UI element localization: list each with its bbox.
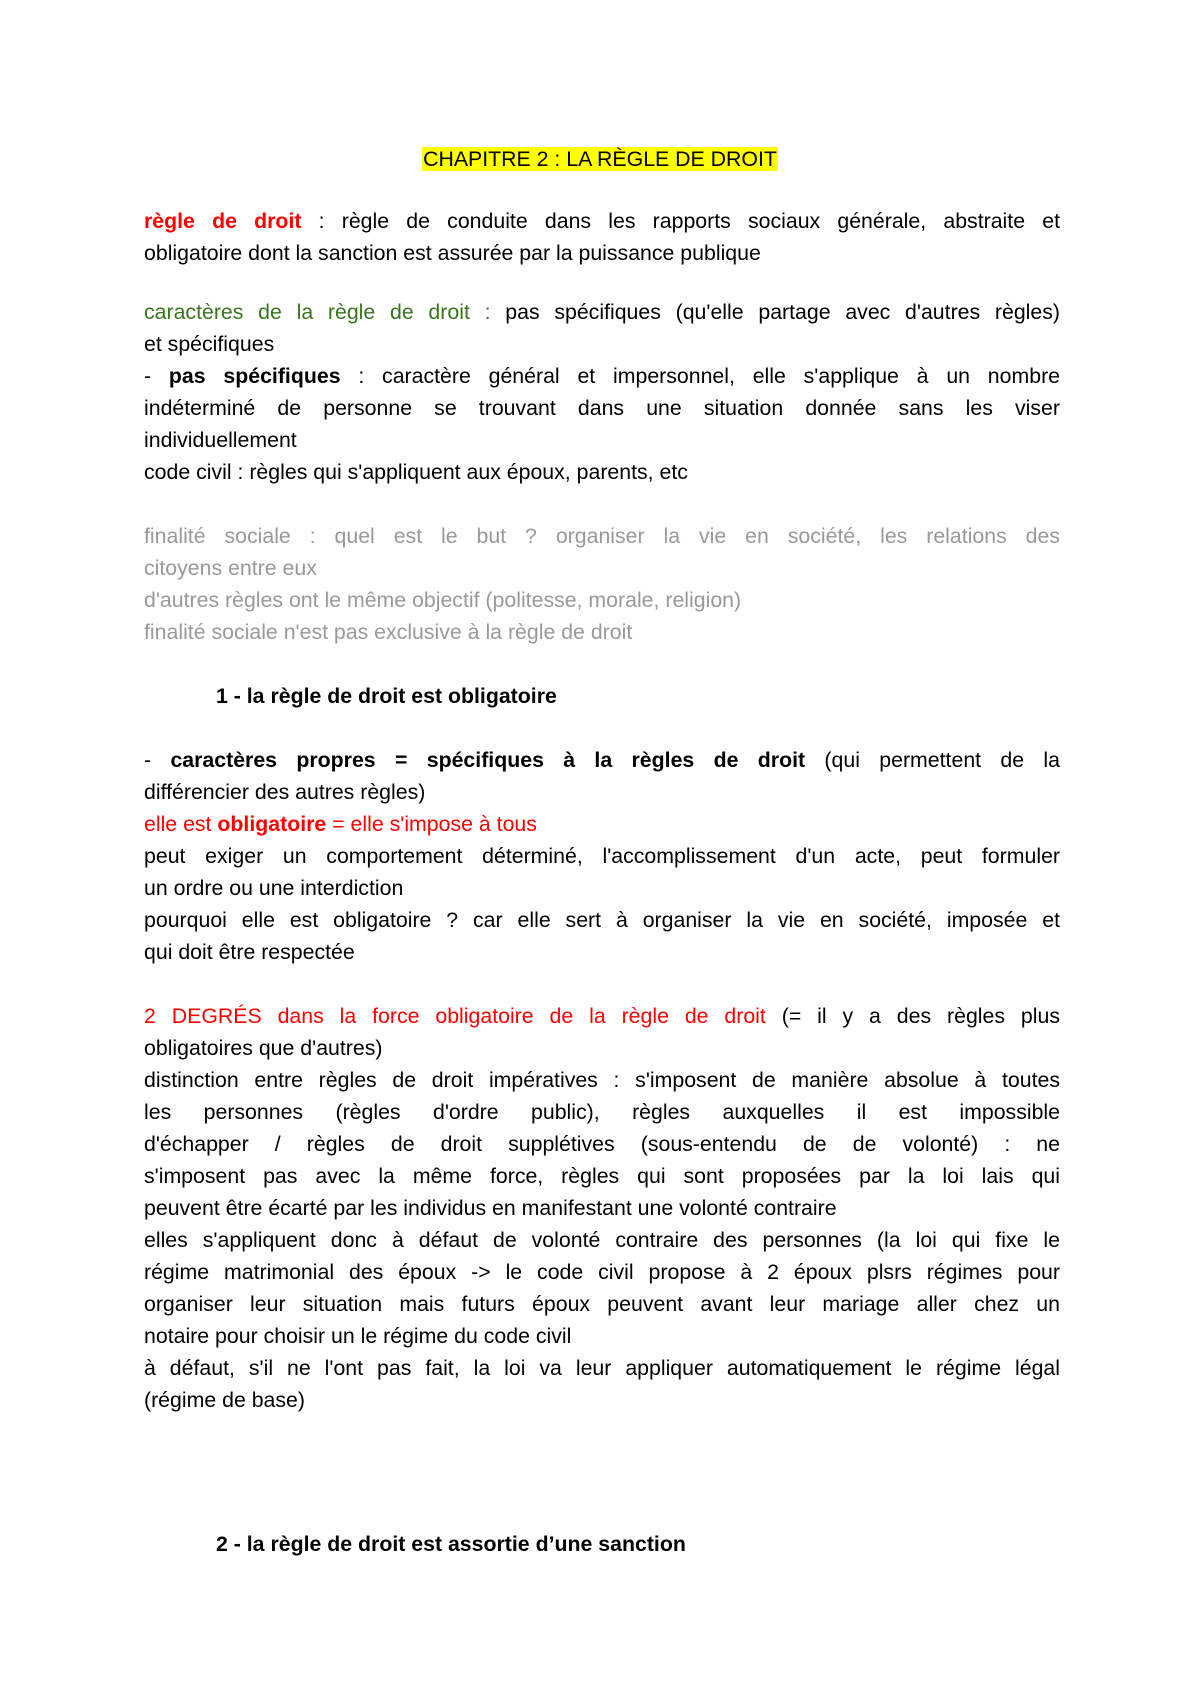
degrees-line-4: les personnes (règles d'ordre public), règles auxquelles il est impossible <box>144 1100 1060 1124</box>
characters-text: pas spécifiques (qu'elle partage avec d'autres règles) <box>490 300 1060 324</box>
finality-line-4: finalité sociale n'est pas exclusive à la règle de droit <box>144 620 633 644</box>
characters-label: caractères de la règle de droit : <box>144 300 491 324</box>
definition-term: règle de droit <box>144 209 302 233</box>
degrees-line-10: organiser leur situation mais futurs époux peuvent avant leur mariage aller chez un <box>144 1292 1060 1316</box>
characters-line-4: indéterminé de personne se trouvant dans une situation donnée sans les viser <box>144 396 1060 420</box>
section-1-line-6: pourquoi elle est obligatoire ? car elle sert à organiser la vie en société, imposée et <box>144 908 1060 932</box>
characters-line-6: code civil : règles qui s'appliquent aux époux, parents, etc <box>144 460 688 484</box>
chapter-title: CHAPITRE 2 : LA RÈGLE DE DROIT <box>423 147 777 171</box>
finality-line-3: d'autres règles ont le même objectif (politesse, morale, religion) <box>144 588 742 612</box>
obligatory-pre: elle est <box>144 812 218 836</box>
section-1-line-1 <box>144 744 1060 776</box>
degrees-line-13: (régime de base) <box>144 1388 305 1412</box>
characters-line-3-text: : caractère général et impersonnel, elle s'applique à un nombre <box>340 364 1060 388</box>
degrees-line-1 <box>144 1000 1060 1032</box>
chapter-title-row <box>0 143 1200 175</box>
definition-line-1 <box>144 205 1060 237</box>
degrees-line-7: peuvent être écarté par les individus en manifestant une volonté contraire <box>144 1196 837 1220</box>
section-1-line-2: différencier des autres règles) <box>144 780 426 804</box>
section-1-line-7: qui doit être respectée <box>144 940 355 964</box>
section-1-line-3 <box>144 808 1060 840</box>
section-1-bold-text: caractères propres = spécifiques à la règles de droit <box>170 748 806 772</box>
section-1-line-4: peut exiger un comportement déterminé, l'accomplissement d'un acte, peut formuler <box>144 844 1060 868</box>
degrees-line-3: distinction entre règles de droit impératives : s'imposent de manière absolue à toutes <box>144 1068 1060 1092</box>
characters-bold-term: pas spécifiques <box>168 364 341 388</box>
degrees-line-11: notaire pour choisir un le régime du code civil <box>144 1324 572 1348</box>
definition-line-2: obligatoire dont la sanction est assurée par la puissance publique <box>144 241 761 265</box>
section-1-heading: 1 - la règle de droit est obligatoire <box>216 684 557 708</box>
section-1-line-5: un ordre ou une interdiction <box>144 876 404 900</box>
degrees-line-2: obligatoires que d'autres) <box>144 1036 383 1060</box>
degrees-line-5: d'échapper / règles de droit supplétives (sous-entendu de de volonté) : ne <box>144 1132 1060 1156</box>
obligatory-post: = elle s'impose à tous <box>326 812 537 836</box>
section-1-line-1-text: (qui permettent de la <box>805 748 1060 772</box>
degrees-line-1-text: (= il y a des règles plus <box>765 1004 1060 1028</box>
finality-line-1: finalité sociale : quel est le but ? organiser la vie en société, les relations des <box>144 524 1060 548</box>
bullet-dash: - <box>144 364 169 388</box>
section-2-heading: 2 - la règle de droit est assortie d’une sanction <box>216 1532 686 1556</box>
characters-line-1 <box>144 296 1060 328</box>
characters-line-2: et spécifiques <box>144 332 275 356</box>
definition-text: : règle de conduite dans les rapports sociaux générale, abstraite et <box>301 209 1060 233</box>
characters-line-5: individuellement <box>144 428 297 452</box>
degrees-red-text: 2 DEGRÉS dans la force obligatoire de la règle de droit <box>144 1004 766 1028</box>
bullet-dash: - <box>144 748 171 772</box>
degrees-line-8: elles s'appliquent donc à défaut de volonté contraire des personnes (la loi qui fixe le <box>144 1228 1060 1252</box>
degrees-line-12: à défaut, s'il ne l'ont pas fait, la loi va leur appliquer automatiquement le régime légal <box>144 1356 1060 1380</box>
finality-line-2: citoyens entre eux <box>144 556 317 580</box>
obligatory-term: obligatoire <box>217 812 327 836</box>
characters-line-3 <box>144 360 1060 392</box>
degrees-line-6: s'imposent pas avec la même force, règles qui sont proposées par la loi lais qui <box>144 1164 1060 1188</box>
degrees-line-9: régime matrimonial des époux -> le code civil propose à 2 époux plsrs régimes pour <box>144 1260 1060 1284</box>
